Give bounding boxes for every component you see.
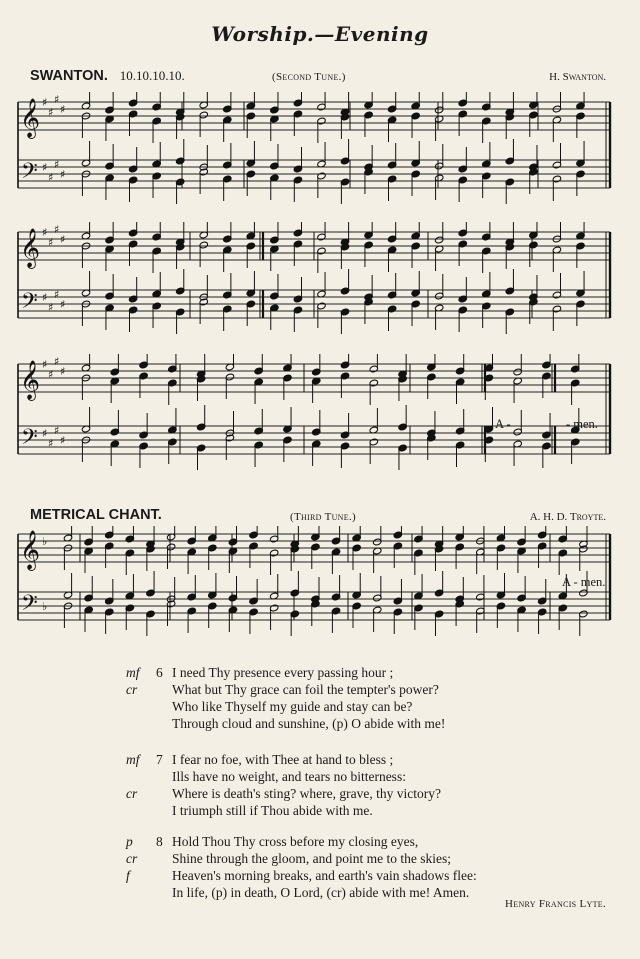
tune1-heading [30, 68, 185, 84]
verse-8-mark-3: f [126, 868, 130, 883]
tune1-amen-a: A - [495, 417, 511, 431]
svg-text:♯: ♯ [48, 236, 54, 249]
verse-8 [0, 833, 640, 903]
svg-text:♯: ♯ [54, 288, 60, 301]
tune1-system-3 [14, 354, 614, 474]
svg-text:♭: ♭ [42, 535, 48, 548]
verse-7-mark-3: cr [126, 786, 138, 801]
verse-6 [0, 664, 640, 734]
verse-7-line-4: I triumph still if Thou abide with me. [172, 803, 373, 818]
svg-text:♯: ♯ [48, 437, 54, 450]
svg-text:♯: ♯ [60, 233, 66, 246]
verse-6-mark-2: cr [126, 682, 138, 697]
tune2-composer: A. H. D. Troyte. [529, 511, 606, 523]
svg-text:♯: ♯ [54, 93, 60, 106]
svg-text:♯: ♯ [42, 291, 48, 304]
svg-text:♯: ♯ [60, 298, 66, 311]
verse-6-line-3: Who like Thyself my guide and stay can be? [172, 699, 413, 714]
page-header: Worship.—Evening [211, 22, 429, 46]
tune1-meter: 10.10.10.10. [119, 68, 185, 83]
hymn-author: Henry Francis Lyte. [505, 898, 606, 910]
tune2-name: METRICAL CHANT. [30, 507, 162, 523]
treble-clef-icon: 𝄞 [20, 360, 41, 400]
tune1-composer: H. Swanton. [549, 71, 606, 83]
svg-text:♯: ♯ [54, 223, 60, 236]
svg-text:♯: ♯ [54, 158, 60, 171]
key-signature [42, 355, 65, 450]
svg-text:♯: ♯ [42, 96, 48, 109]
tune1-system-1 [14, 92, 614, 204]
tune2-amen: A - men. [562, 575, 606, 589]
key-signature [42, 93, 65, 184]
verse-7-number: 7 [156, 752, 163, 767]
tune2-variant: (Third Tune.) [290, 511, 356, 523]
svg-text:♯: ♯ [60, 365, 66, 378]
verse-6-line-2: What but Thy grace can foil the tempter's power? [172, 682, 439, 697]
treble-staff [18, 102, 610, 130]
tune1-system-2 [14, 222, 614, 334]
verse-7-mark-1: mf [126, 752, 140, 767]
verse-7-line-2: Ills have no weight, and tears no bitterness: [172, 769, 406, 784]
treble-clef-icon: 𝄞 [20, 228, 41, 268]
svg-text:♯: ♯ [48, 106, 54, 119]
tune1-amen-men: - men. [566, 417, 598, 431]
bass-clef-icon: 𝄢 [21, 425, 38, 455]
verse-6-line-1: I need Thy presence every passing hour ; [172, 665, 394, 680]
tune2-system [14, 526, 614, 636]
notes [63, 526, 588, 636]
tune1-name: SWANTON. [30, 68, 108, 84]
svg-text:♯: ♯ [42, 427, 48, 440]
verse-8-mark-2: cr [126, 851, 138, 866]
svg-text:♯: ♯ [42, 226, 48, 239]
bass-clef-icon: 𝄢 [21, 591, 38, 621]
verse-6-number: 6 [156, 665, 163, 680]
svg-text:♯: ♯ [48, 301, 54, 314]
svg-text:♯: ♯ [48, 368, 54, 381]
tune1-variant: (Second Tune.) [272, 71, 346, 83]
svg-text:♯: ♯ [54, 424, 60, 437]
svg-text:♯: ♯ [60, 168, 66, 181]
verse-8-mark-1: p [126, 834, 133, 849]
verse-6-mark-1: mf [126, 665, 140, 680]
treble-clef-icon: 𝄞 [20, 530, 41, 570]
svg-text:♯: ♯ [60, 434, 66, 447]
verse-7-line-1: I fear no foe, with Thee at hand to bless ; [172, 752, 394, 767]
bass-clef-icon: 𝄢 [21, 289, 38, 319]
treble-clef-icon: 𝄞 [20, 98, 41, 138]
verse-8-line-4: In life, (p) in death, O Lord, (cr) abide with me! Amen. [172, 885, 470, 900]
verse-8-number: 8 [156, 834, 163, 849]
verse-8-line-3: Heaven's morning breaks, and earth's vain shadows flee: [172, 868, 477, 883]
svg-text:♯: ♯ [42, 358, 48, 371]
verse-8-line-1: Hold Thou Thy cross before my closing eyes, [172, 834, 419, 849]
svg-text:♯: ♯ [60, 103, 66, 116]
svg-text:♭: ♭ [42, 600, 48, 613]
verse-6-line-4: Through cloud and sunshine, (p) O abide with me! [172, 716, 446, 731]
verse-7-line-3: Where is death's sting? where, grave, thy victory? [172, 786, 441, 801]
svg-text:♯: ♯ [48, 171, 54, 184]
svg-text:♯: ♯ [42, 161, 48, 174]
verse-7 [0, 751, 640, 821]
bass-clef-icon: 𝄢 [21, 159, 38, 189]
key-signature [42, 223, 65, 314]
svg-text:♯: ♯ [54, 355, 60, 368]
key-signature [42, 535, 47, 613]
verse-8-line-2: Shine through the gloom, and point me to the skies; [172, 851, 451, 866]
